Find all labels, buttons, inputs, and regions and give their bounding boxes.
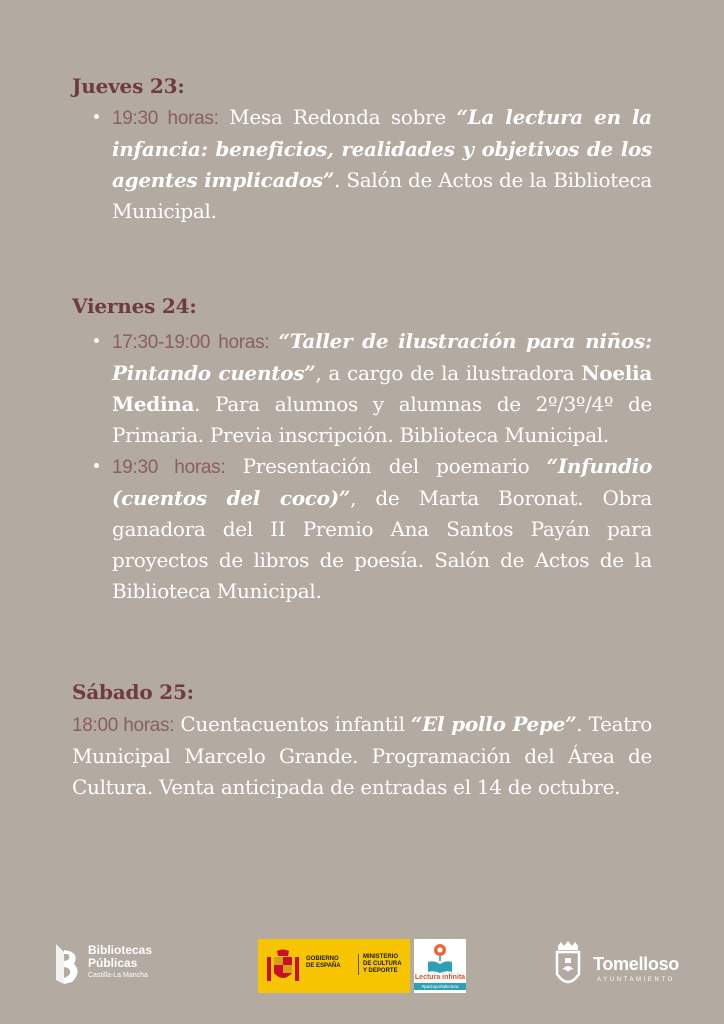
gobierno-label: GOBIERNO DE ESPAÑA [306,956,341,969]
pacto-tag: #pactoporlalectura [414,983,466,990]
event-description: Cuentacuentos infantil [174,712,411,736]
publicas-label: Públicas [88,956,138,970]
event-description: Presentación del poemario [225,454,547,478]
heading-viernes: Viernes 24: [72,294,197,318]
event-text [112,451,652,607]
book-flower-icon [426,942,454,974]
event-person: Noelia Medina [112,361,652,416]
bibliotecas-b-icon [50,940,84,986]
event-description: . Teatro Municipal Marcelo Grande. Programación del Área de Cultura. Venta anticipada de entradas el 14 de octubre. [72,712,652,799]
event-text-sabado [72,709,652,803]
event-list-jueves [92,102,652,227]
event-description: . Salón de Actos de la Biblioteca Municipal. [112,168,653,223]
tomelloso-label: Tomelloso [593,954,679,974]
event-description: Mesa Redonda sobre [218,105,457,129]
event-time: 17:30-19:00 horas: [112,332,270,353]
event-title: “El pollo Pepe” [410,712,577,736]
event-description: , de Marta Boronat. Obra ganadora del II Premio Ana Santos Payán para proyectos de libros de poesía. Salón de Actos de la Biblioteca Municipal. [112,486,652,603]
region-label: Castilla-La Mancha [88,972,148,979]
event-title: “La lectura en la infancia: beneficios, realidades y objetivos de los agentes implicados” [112,105,652,192]
event-title: “Infundio (cuentos del coco)” [112,454,652,510]
tomelloso-crest-icon [553,940,583,992]
event-item [92,451,652,607]
heading-sabado: Sábado 25: [72,680,194,704]
bullet-dot [94,338,99,343]
bibliotecas-label: Bibliotecas [88,943,153,957]
event-time: 18:00 horas: [72,715,175,736]
ayuntamiento-label: AYUNTAMIENTO [597,977,675,983]
event-description: , a cargo de la ilustradora [315,361,582,385]
event-text [112,326,652,451]
tomelloso-logo [553,940,693,992]
event-text [112,102,652,227]
event-item [92,102,652,227]
event-time: 19:30 horas: [112,108,219,129]
heading-jueves: Jueves 23: [72,74,185,98]
event-title: “Taller de ilustración para niños: Pintando cuentos” [112,329,653,385]
lectura-infinita-label: Lectura infinita [414,974,466,981]
spain-coat-of-arms-icon [266,949,300,985]
lectura-infinita-logo [414,939,466,993]
event-item [92,326,652,451]
event-list-viernes [92,326,652,607]
bullet-dot [94,114,99,119]
bibliotecas-publicas-logo [50,938,170,988]
event-description: . Para alumnos y alumnas de 2º/3º/4º de Primaria. Previa inscripción. Biblioteca Municipal. [112,392,652,447]
ministerio-label: MINISTERIO DE CULTURA Y DEPORTE [358,954,413,975]
bullet-dot [94,463,99,468]
event-description [269,329,278,353]
event-time: 19:30 horas: [112,457,226,478]
gobierno-espana-logo [258,939,410,993]
